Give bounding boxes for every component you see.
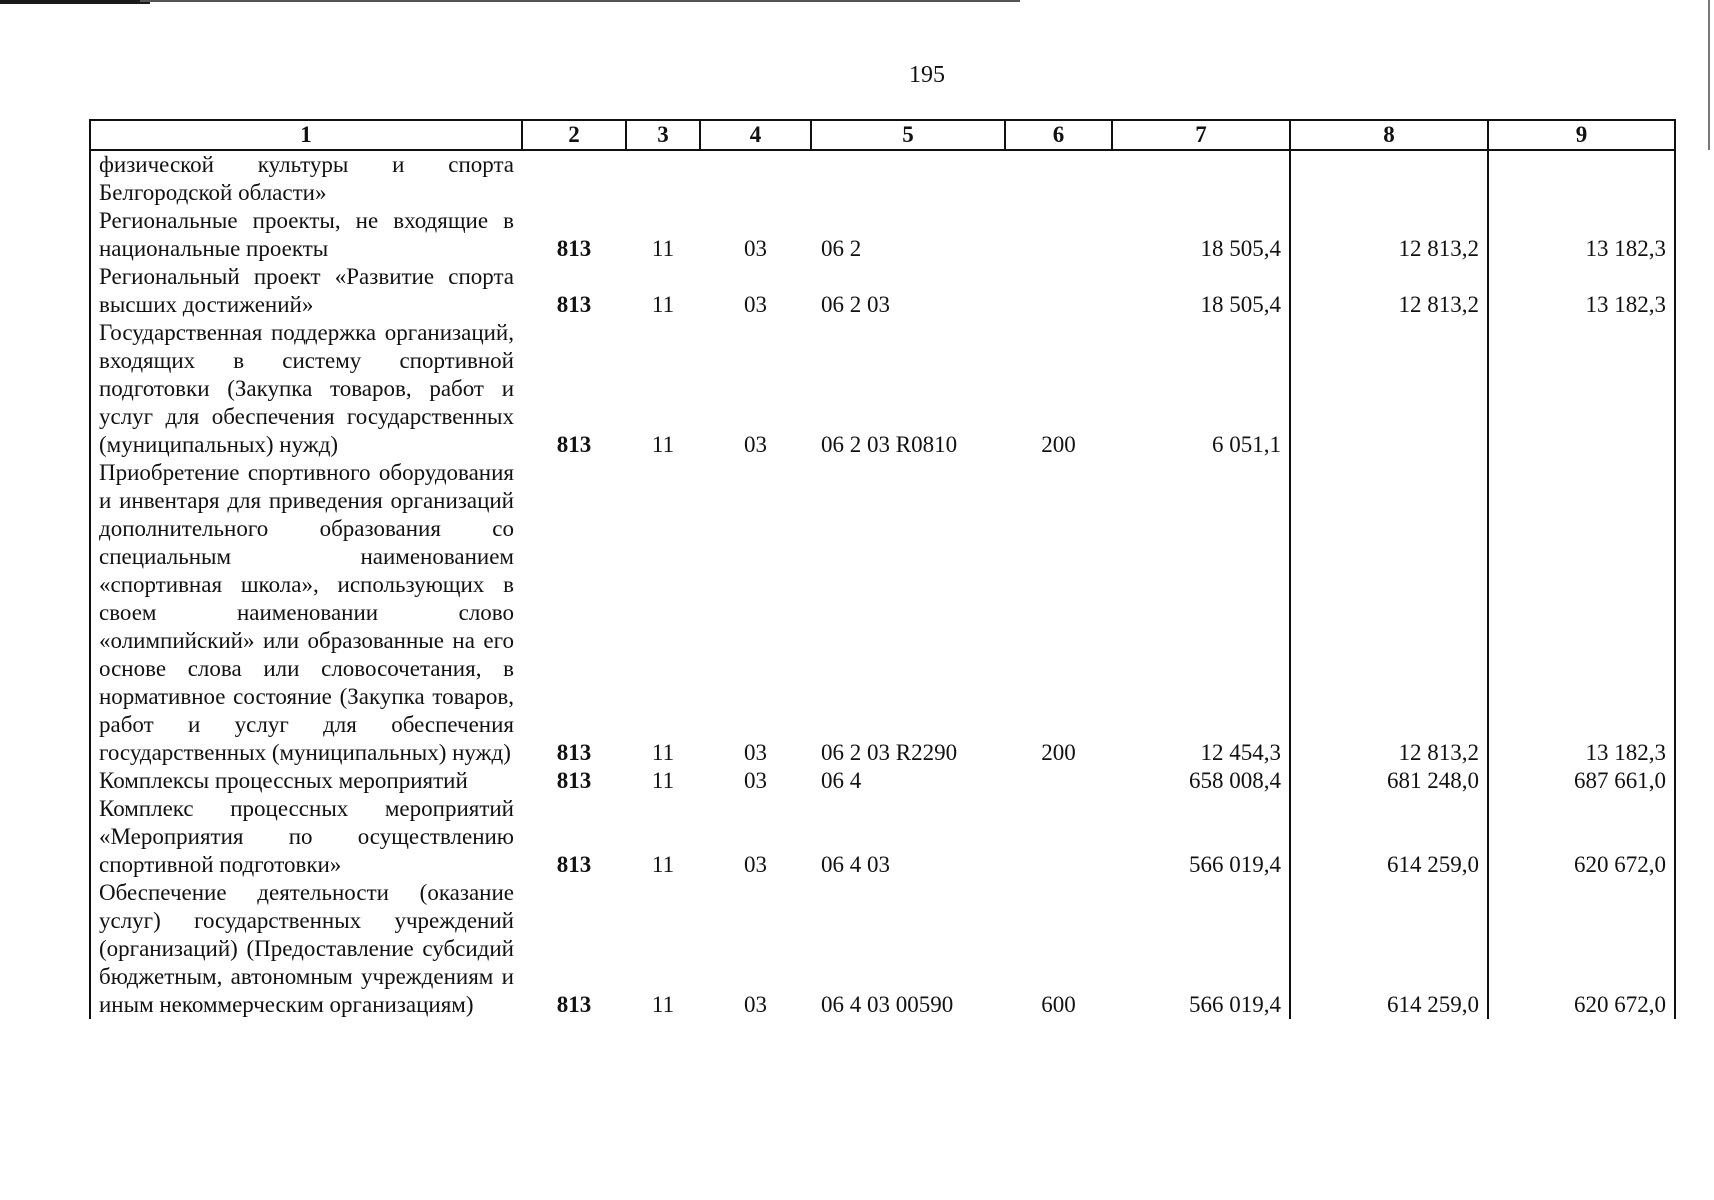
row-name: Государственная поддержка организаций, входящих в систему спортивной подготовки (Закупка товаров, работ и услуг для обеспечения государственных (муниципальных) нужд) — [90, 319, 522, 459]
cell-amount-8 — [1290, 319, 1488, 459]
cell-expense-type: 200 — [1041, 432, 1076, 457]
cell-target-article: 06 2 03 R0810 — [821, 432, 958, 457]
cell-amount-9: 13 182,3 — [1488, 459, 1675, 767]
cell-section: 11 — [651, 992, 675, 1017]
cell-amount-8 — [1290, 150, 1488, 207]
column-header-4: 4 — [700, 120, 811, 150]
scan-artifact-top — [140, 0, 1020, 2]
column-header-8: 8 — [1290, 120, 1488, 150]
cell-target-article — [811, 150, 1005, 207]
cell-subsection: 03 — [744, 852, 767, 877]
cell-amount-7: 566 019,4 — [1112, 795, 1290, 879]
cell-amount-7 — [1112, 150, 1290, 207]
page-number: 195 — [909, 62, 945, 88]
cell-amount-7: 566 019,4 — [1112, 879, 1290, 1019]
cell-subsection: 03 — [744, 740, 767, 765]
cell-subsection: 03 — [744, 292, 767, 317]
table-row — [90, 150, 1675, 207]
row-name: Региональные проекты, не входящие в национальные проекты — [90, 207, 522, 263]
row-name: Региональный проект «Развитие спорта высших достижений» — [90, 263, 522, 319]
table-row — [90, 767, 1675, 795]
cell-amount-9 — [1488, 150, 1675, 207]
column-header-9: 9 — [1488, 120, 1675, 150]
cell-amount-9: 620 672,0 — [1488, 795, 1675, 879]
cell-target-article: 06 4 03 00590 — [821, 992, 954, 1017]
column-header-5: 5 — [811, 120, 1005, 150]
table-row — [90, 795, 1675, 879]
cell-expense-type — [1005, 767, 1112, 795]
row-name: Комплекс процессных мероприятий «Мероприятия по осуществлению спортивной подготовки» — [90, 795, 522, 879]
cell-subsection: 03 — [744, 992, 767, 1017]
cell-section: 11 — [651, 432, 675, 457]
cell-expense-type — [1005, 795, 1112, 879]
cell-section: 11 — [651, 852, 675, 877]
cell-target-article: 06 4 — [821, 768, 862, 793]
cell-expense-type — [1005, 207, 1112, 263]
cell-amount-8: 12 813,2 — [1290, 459, 1488, 767]
cell-ministry-code: 813 — [556, 236, 592, 261]
column-header-3: 3 — [626, 120, 700, 150]
table-header — [90, 120, 1675, 150]
cell-ministry-code: 813 — [556, 768, 592, 793]
cell-expense-type — [1005, 150, 1112, 207]
cell-ministry-code — [522, 150, 626, 207]
cell-amount-9 — [1488, 319, 1675, 459]
row-name: Приобретение спортивного оборудования и инвентаря для приведения организаций дополнительного образования со специальным наименованием «спортивная школа», использующих в своем наименовании слово «олимпийский» или образованные на его основе слова или словосочетания, в нормативное состояние (Закупка товаров, работ и услуг для обеспечения государственных (муниципальных) нужд) — [90, 459, 522, 767]
cell-subsection: 03 — [744, 768, 767, 793]
row-name: Комплексы процессных мероприятий — [90, 767, 522, 795]
cell-section: 11 — [651, 236, 675, 261]
cell-expense-type: 200 — [1041, 740, 1076, 765]
cell-amount-8: 681 248,0 — [1290, 767, 1488, 795]
column-header-6: 6 — [1005, 120, 1112, 150]
table-body — [90, 150, 1675, 1019]
cell-amount-9: 13 182,3 — [1488, 263, 1675, 319]
scan-artifact-corner — [0, 0, 150, 4]
cell-amount-8: 12 813,2 — [1290, 207, 1488, 263]
cell-amount-7: 658 008,4 — [1112, 767, 1290, 795]
cell-ministry-code: 813 — [556, 852, 592, 877]
table-row — [90, 879, 1675, 1019]
budget-table — [89, 119, 1676, 1019]
cell-amount-8: 614 259,0 — [1290, 879, 1488, 1019]
cell-ministry-code: 813 — [556, 292, 592, 317]
cell-amount-9: 620 672,0 — [1488, 879, 1675, 1019]
cell-section: 11 — [651, 768, 675, 793]
cell-amount-8: 614 259,0 — [1290, 795, 1488, 879]
cell-subsection: 03 — [744, 236, 767, 261]
cell-target-article: 06 2 03 R2290 — [821, 740, 958, 765]
column-header-7: 7 — [1112, 120, 1290, 150]
cell-ministry-code: 813 — [556, 992, 592, 1017]
cell-amount-7: 6 051,1 — [1112, 319, 1290, 459]
column-header-1: 1 — [90, 120, 522, 150]
cell-amount-8: 12 813,2 — [1290, 263, 1488, 319]
cell-target-article: 06 2 — [821, 236, 862, 261]
column-header-2: 2 — [522, 120, 626, 150]
cell-expense-type — [1005, 263, 1112, 319]
cell-amount-7: 12 454,3 — [1112, 459, 1290, 767]
cell-expense-type: 600 — [1041, 992, 1076, 1017]
cell-section: 11 — [651, 292, 675, 317]
row-name: Обеспечение деятельности (оказание услуг) государственных учреждений (организаций) (Предоставление субсидий бюджетным, автономным учреждениям и иным некоммерческим организациям) — [90, 879, 522, 1019]
cell-section: 11 — [651, 740, 675, 765]
cell-amount-9: 687 661,0 — [1488, 767, 1675, 795]
cell-subsection — [700, 150, 811, 207]
cell-target-article: 06 2 03 — [821, 292, 890, 317]
table-row — [90, 459, 1675, 767]
cell-target-article: 06 4 03 — [821, 852, 890, 877]
cell-ministry-code: 813 — [556, 432, 592, 457]
table-row — [90, 263, 1675, 319]
row-name: физической культуры и спорта Белгородской области» — [90, 150, 522, 207]
cell-section — [626, 150, 700, 207]
table-row — [90, 319, 1675, 459]
cell-amount-9: 13 182,3 — [1488, 207, 1675, 263]
table-row — [90, 207, 1675, 263]
cell-subsection: 03 — [744, 432, 767, 457]
cell-ministry-code: 813 — [556, 740, 592, 765]
cell-amount-7: 18 505,4 — [1112, 263, 1290, 319]
cell-amount-7: 18 505,4 — [1112, 207, 1290, 263]
